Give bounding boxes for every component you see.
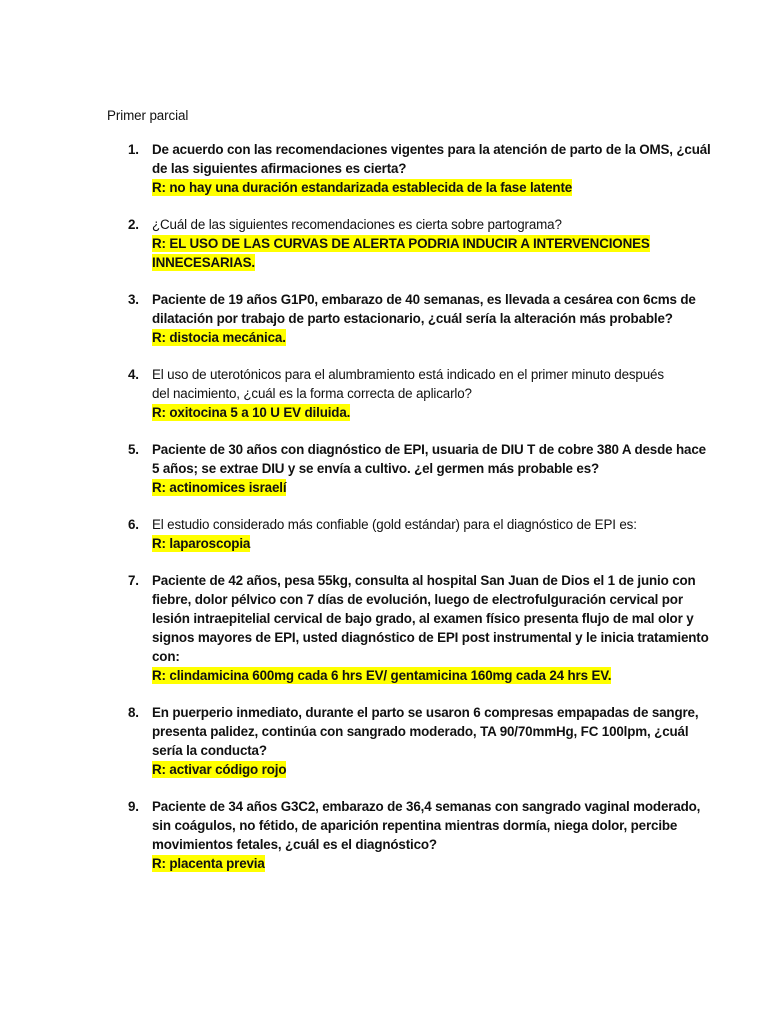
question-text: En puerperio inmediato, durante el parto se usaron 6 compresas empapadas de sangre, presenta palidez, continúa con sangrado moderado, TA 90/70mmHg, FC 100lpm, ¿cuál sería la conducta? xyxy=(152,705,699,758)
answer-text xyxy=(152,403,692,422)
question-number: 6. xyxy=(128,517,139,532)
answer-text xyxy=(152,854,692,873)
answer-highlight: R: distocia mecánica. xyxy=(152,330,286,345)
answer-text xyxy=(152,178,692,197)
question-number: 5. xyxy=(128,442,139,457)
question-text: Paciente de 42 años, pesa 55kg, consulta al hospital San Juan de Dios el 1 de junio con fiebre, dolor pélvico con 7 días de evolución, luego de electrofulguración cervical por lesión intraepitelial cervical de bajo grado, al examen físico presenta flujo de mal olor y signos mayores de EPI, usted diagnóstico de EPI post instrumental y le inicia tratamiento con: xyxy=(152,573,709,664)
answer-highlight: R: activar código rojo xyxy=(152,762,287,777)
answer-highlight: R: actinomices israelí xyxy=(152,480,287,495)
answer-text xyxy=(152,478,692,497)
question-text: El uso de uterotónicos para el alumbramiento está indicado en el primer minuto después del nacimiento, ¿cuál es la forma correcta de aplicarlo? xyxy=(152,367,664,401)
question-number: 4. xyxy=(128,367,139,382)
answer-text xyxy=(152,534,692,553)
question-text: Paciente de 19 años G1P0, embarazo de 40 semanas, es llevada a cesárea con 6cms de dilatación por trabajo de parto estacionario, ¿cuál sería la alteración más probable? xyxy=(152,292,696,326)
answer-text xyxy=(152,328,692,347)
question-text: De acuerdo con las recomendaciones vigentes para la atención de parto de la OMS, ¿cuál de las siguientes afirmaciones es cierta? xyxy=(152,142,711,176)
question-text: Paciente de 30 años con diagnóstico de EPI, usuaria de DIU T de cobre 380 A desde hace 5 años; se extrae DIU y se envía a cultivo. ¿el germen más probable es? xyxy=(152,442,706,476)
question-number: 8. xyxy=(128,705,139,720)
document-title: Primer parcial xyxy=(107,108,189,123)
answer-highlight: R: no hay una duración estandarizada establecida de la fase latente xyxy=(152,180,573,195)
answer-highlight: R: placenta previa xyxy=(152,856,265,871)
question-text: Paciente de 34 años G3C2, embarazo de 36,4 semanas con sangrado vaginal moderado, sin coágulos, no fétido, de aparición repentina mientras dormía, niega dolor, percibe movimientos fetales, ¿cuál es el diagnóstico? xyxy=(152,799,701,852)
answer-highlight: R: clindamicina 600mg cada 6 hrs EV/ gentamicina 160mg cada 24 hrs EV. xyxy=(152,668,612,683)
question-number: 7. xyxy=(128,573,139,588)
question-text: ¿Cuál de las siguientes recomendaciones es cierta sobre partograma? xyxy=(152,217,562,232)
answer-text xyxy=(152,666,692,685)
question-number: 3. xyxy=(128,292,139,307)
answer-highlight: R: oxitocina 5 a 10 U EV diluida. xyxy=(152,405,351,420)
answer-highlight: R: laparoscopia xyxy=(152,536,251,551)
answer-highlight: INNECESARIAS. xyxy=(152,255,255,270)
question-number: 2. xyxy=(128,217,139,232)
question-number: 1. xyxy=(128,142,139,157)
question-text: El estudio considerado más confiable (gold estándar) para el diagnóstico de EPI es: xyxy=(152,517,637,532)
question-number: 9. xyxy=(128,799,139,814)
answer-text xyxy=(152,760,692,779)
answer-text xyxy=(152,234,692,272)
answer-highlight: R: EL USO DE LAS CURVAS DE ALERTA PODRIA INDUCIR A INTERVENCIONES xyxy=(152,236,650,251)
